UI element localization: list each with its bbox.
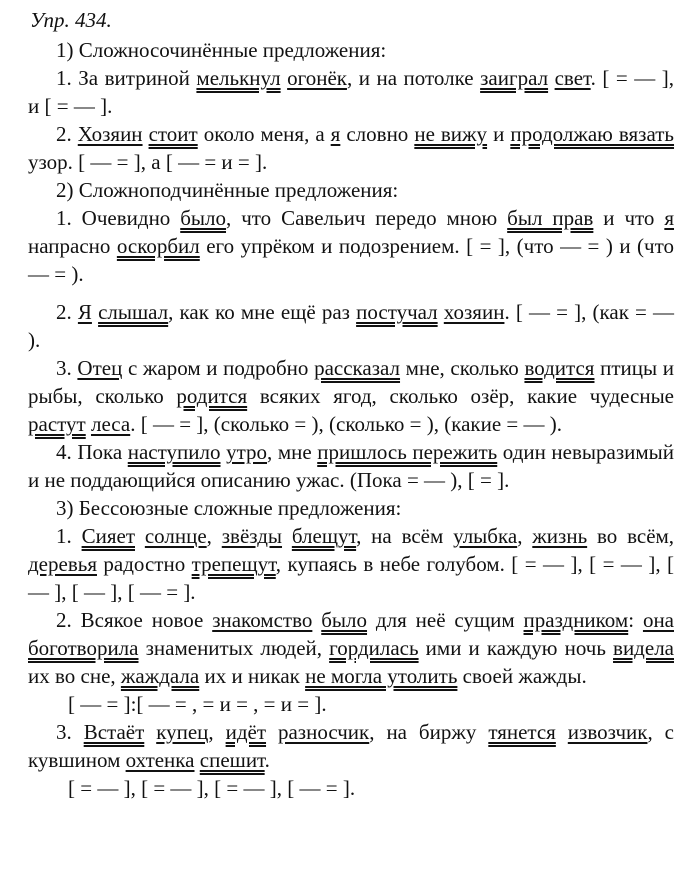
sentence-paragraph bbox=[28, 298, 674, 354]
text-segment: своей жажды. bbox=[457, 664, 587, 688]
subject-word: утро bbox=[226, 440, 267, 464]
text-segment: их во сне, bbox=[28, 664, 121, 688]
text-segment: около меня, а bbox=[197, 122, 331, 146]
subject-word: купец bbox=[156, 720, 209, 744]
predicate-word: заиграл bbox=[480, 66, 549, 90]
text-segment: . bbox=[264, 748, 270, 772]
text-segment: для неё сущим bbox=[367, 608, 524, 632]
subject-word: деревья bbox=[28, 552, 97, 576]
predicate-word: наступило bbox=[127, 440, 221, 464]
sentence-paragraph bbox=[28, 522, 674, 606]
text-segment: 1. bbox=[56, 524, 82, 548]
predicate-word: пришлось пережить bbox=[317, 440, 498, 464]
predicate-word: был прав bbox=[507, 206, 594, 230]
text-segment: 2. Всякое новое bbox=[56, 608, 213, 632]
subject-word: разносчик bbox=[277, 720, 370, 744]
text-segment bbox=[282, 524, 292, 548]
predicate-word: водится bbox=[524, 356, 595, 380]
subject-word: солнце bbox=[144, 524, 207, 548]
text-segment bbox=[312, 608, 321, 632]
section-heading: 3) Бессоюзные сложные предложения: bbox=[56, 496, 402, 520]
text-segment: знаменитых людей, bbox=[138, 636, 330, 660]
text-segment: , на всём bbox=[356, 524, 454, 548]
text-segment: всяких ягод, сколько озёр, какие чудесные bbox=[247, 384, 674, 408]
text-segment: с жаром и подробно bbox=[122, 356, 315, 380]
predicate-word: Встаёт bbox=[83, 720, 145, 744]
text-segment: , купаясь в небе голубом. [ = — ], [ = — ], [ — ], [ — ], [ — = ]. bbox=[28, 552, 675, 604]
text-segment: , bbox=[206, 524, 222, 548]
sentence-paragraph bbox=[28, 606, 674, 690]
subject-word: знакомство bbox=[212, 608, 313, 632]
text-segment bbox=[556, 720, 568, 744]
predicate-word: рассказал bbox=[314, 356, 401, 380]
text-segment: : bbox=[628, 608, 643, 632]
subject-word: Отец bbox=[77, 356, 123, 380]
sentence-paragraph bbox=[28, 204, 674, 288]
text-segment: , и на потолке bbox=[346, 66, 481, 90]
predicate-word: трепещут bbox=[191, 552, 276, 576]
sentence-scheme: [ = — ], [ = — ], [ = — ], [ — = ]. bbox=[68, 776, 356, 800]
predicate-word: мелькнул bbox=[196, 66, 281, 90]
subject-word: Я bbox=[77, 300, 92, 324]
sentence-paragraph bbox=[28, 718, 674, 774]
text-segment: 2. bbox=[56, 122, 78, 146]
predicate-word: блещут bbox=[291, 524, 357, 548]
section-heading: 1) Сложносочинённые предложения: bbox=[56, 38, 387, 62]
subject-word: извозчик bbox=[567, 720, 648, 744]
text-segment: , что Савельич передо мною bbox=[226, 206, 508, 230]
predicate-word: постучал bbox=[356, 300, 438, 324]
text-segment: , на биржу bbox=[369, 720, 489, 744]
text-segment: 3. bbox=[56, 720, 84, 744]
text-segment: словно bbox=[340, 122, 415, 146]
text-segment: мне, сколько bbox=[400, 356, 525, 380]
predicate-word: растут bbox=[28, 412, 86, 436]
subject-word: охтенка bbox=[125, 748, 195, 772]
predicate-word: жаждала bbox=[120, 664, 200, 688]
subject-word: я bbox=[330, 122, 341, 146]
predicate-word: не могла утолить bbox=[305, 664, 458, 688]
text-segment: во всём, bbox=[587, 524, 675, 548]
text-segment bbox=[266, 720, 278, 744]
text-segment: . [ — = ], (как = — ). bbox=[28, 300, 675, 352]
sentence-scheme: [ — = ]:[ — = , = и = , = и = ]. bbox=[68, 692, 327, 716]
subject-word: леса bbox=[90, 412, 131, 436]
predicate-word: не вижу bbox=[414, 122, 488, 146]
text-segment: , bbox=[517, 524, 533, 548]
predicate-word: идёт bbox=[225, 720, 267, 744]
text-segment: 3. bbox=[56, 356, 78, 380]
text-segment: ими и каждую ночь bbox=[418, 636, 614, 660]
subject-word: огонёк bbox=[287, 66, 347, 90]
predicate-word: продолжаю вязать bbox=[510, 122, 675, 146]
text-segment: один невыразимый и не поддающийся описанию ужас. (Пока = — ), [ = ]. bbox=[28, 440, 674, 492]
exercise-title: Упр. 434. bbox=[30, 8, 112, 32]
predicate-word: было bbox=[321, 608, 368, 632]
text-segment: их и никак bbox=[199, 664, 306, 688]
text-segment: , с кувшином bbox=[28, 720, 674, 772]
text-segment: радостно bbox=[96, 552, 192, 576]
predicate-word: гордилась bbox=[329, 636, 419, 660]
predicate-word: спешит bbox=[199, 748, 265, 772]
sentence-paragraph bbox=[28, 354, 674, 438]
predicate-word: слышал bbox=[98, 300, 169, 324]
section-heading: 2) Сложноподчинённые предложения: bbox=[56, 178, 399, 202]
exercise-content bbox=[28, 36, 674, 802]
predicate-word: праздником bbox=[523, 608, 629, 632]
text-segment bbox=[135, 524, 145, 548]
subject-word: свет bbox=[554, 66, 591, 90]
predicate-word: было bbox=[180, 206, 227, 230]
text-segment: птицы и рыбы, сколько bbox=[28, 356, 675, 408]
subject-word: я bbox=[664, 206, 675, 230]
text-segment: и что bbox=[593, 206, 665, 230]
subject-word: хозяин bbox=[443, 300, 505, 324]
text-segment: 4. Пока bbox=[56, 440, 128, 464]
predicate-word: стоит bbox=[148, 122, 198, 146]
predicate-word: родится bbox=[176, 384, 248, 408]
text-segment: 1. Очевидно bbox=[56, 206, 181, 230]
text-segment: , мне bbox=[267, 440, 318, 464]
subject-word: Хозяин bbox=[77, 122, 143, 146]
predicate-word: Сияет bbox=[81, 524, 135, 548]
text-segment: 1. За витриной bbox=[56, 66, 197, 90]
subject-word: звёзды bbox=[221, 524, 283, 548]
text-segment: . [ — = ], (сколько = ), (сколько = ), (какие = — ). bbox=[130, 412, 563, 436]
sentence-paragraph bbox=[28, 438, 674, 494]
sentence-paragraph bbox=[28, 120, 674, 176]
predicate-word: видела bbox=[613, 636, 674, 660]
subject-word: она bbox=[642, 608, 674, 632]
text-segment: напрасно bbox=[28, 234, 117, 258]
text-segment: . [ = — ], и [ = — ]. bbox=[28, 66, 674, 118]
sentence-paragraph bbox=[28, 64, 674, 120]
text-segment bbox=[144, 720, 156, 744]
subject-word: жизнь bbox=[532, 524, 588, 548]
predicate-word: оскорбил bbox=[116, 234, 200, 258]
text-segment: , bbox=[208, 720, 226, 744]
text-segment: и bbox=[487, 122, 511, 146]
text-segment: его упрёком и подозрением. [ = ], (что — = ) и (что — = ). bbox=[28, 234, 674, 286]
text-segment: 2. bbox=[56, 300, 78, 324]
text-segment: узор. [ — = ], а [ — = и = ]. bbox=[28, 150, 268, 174]
subject-word: улыбка bbox=[453, 524, 518, 548]
predicate-word: тянется bbox=[488, 720, 556, 744]
text-segment: , как ко мне ещё раз bbox=[168, 300, 357, 324]
predicate-word: боготворила bbox=[28, 636, 139, 660]
